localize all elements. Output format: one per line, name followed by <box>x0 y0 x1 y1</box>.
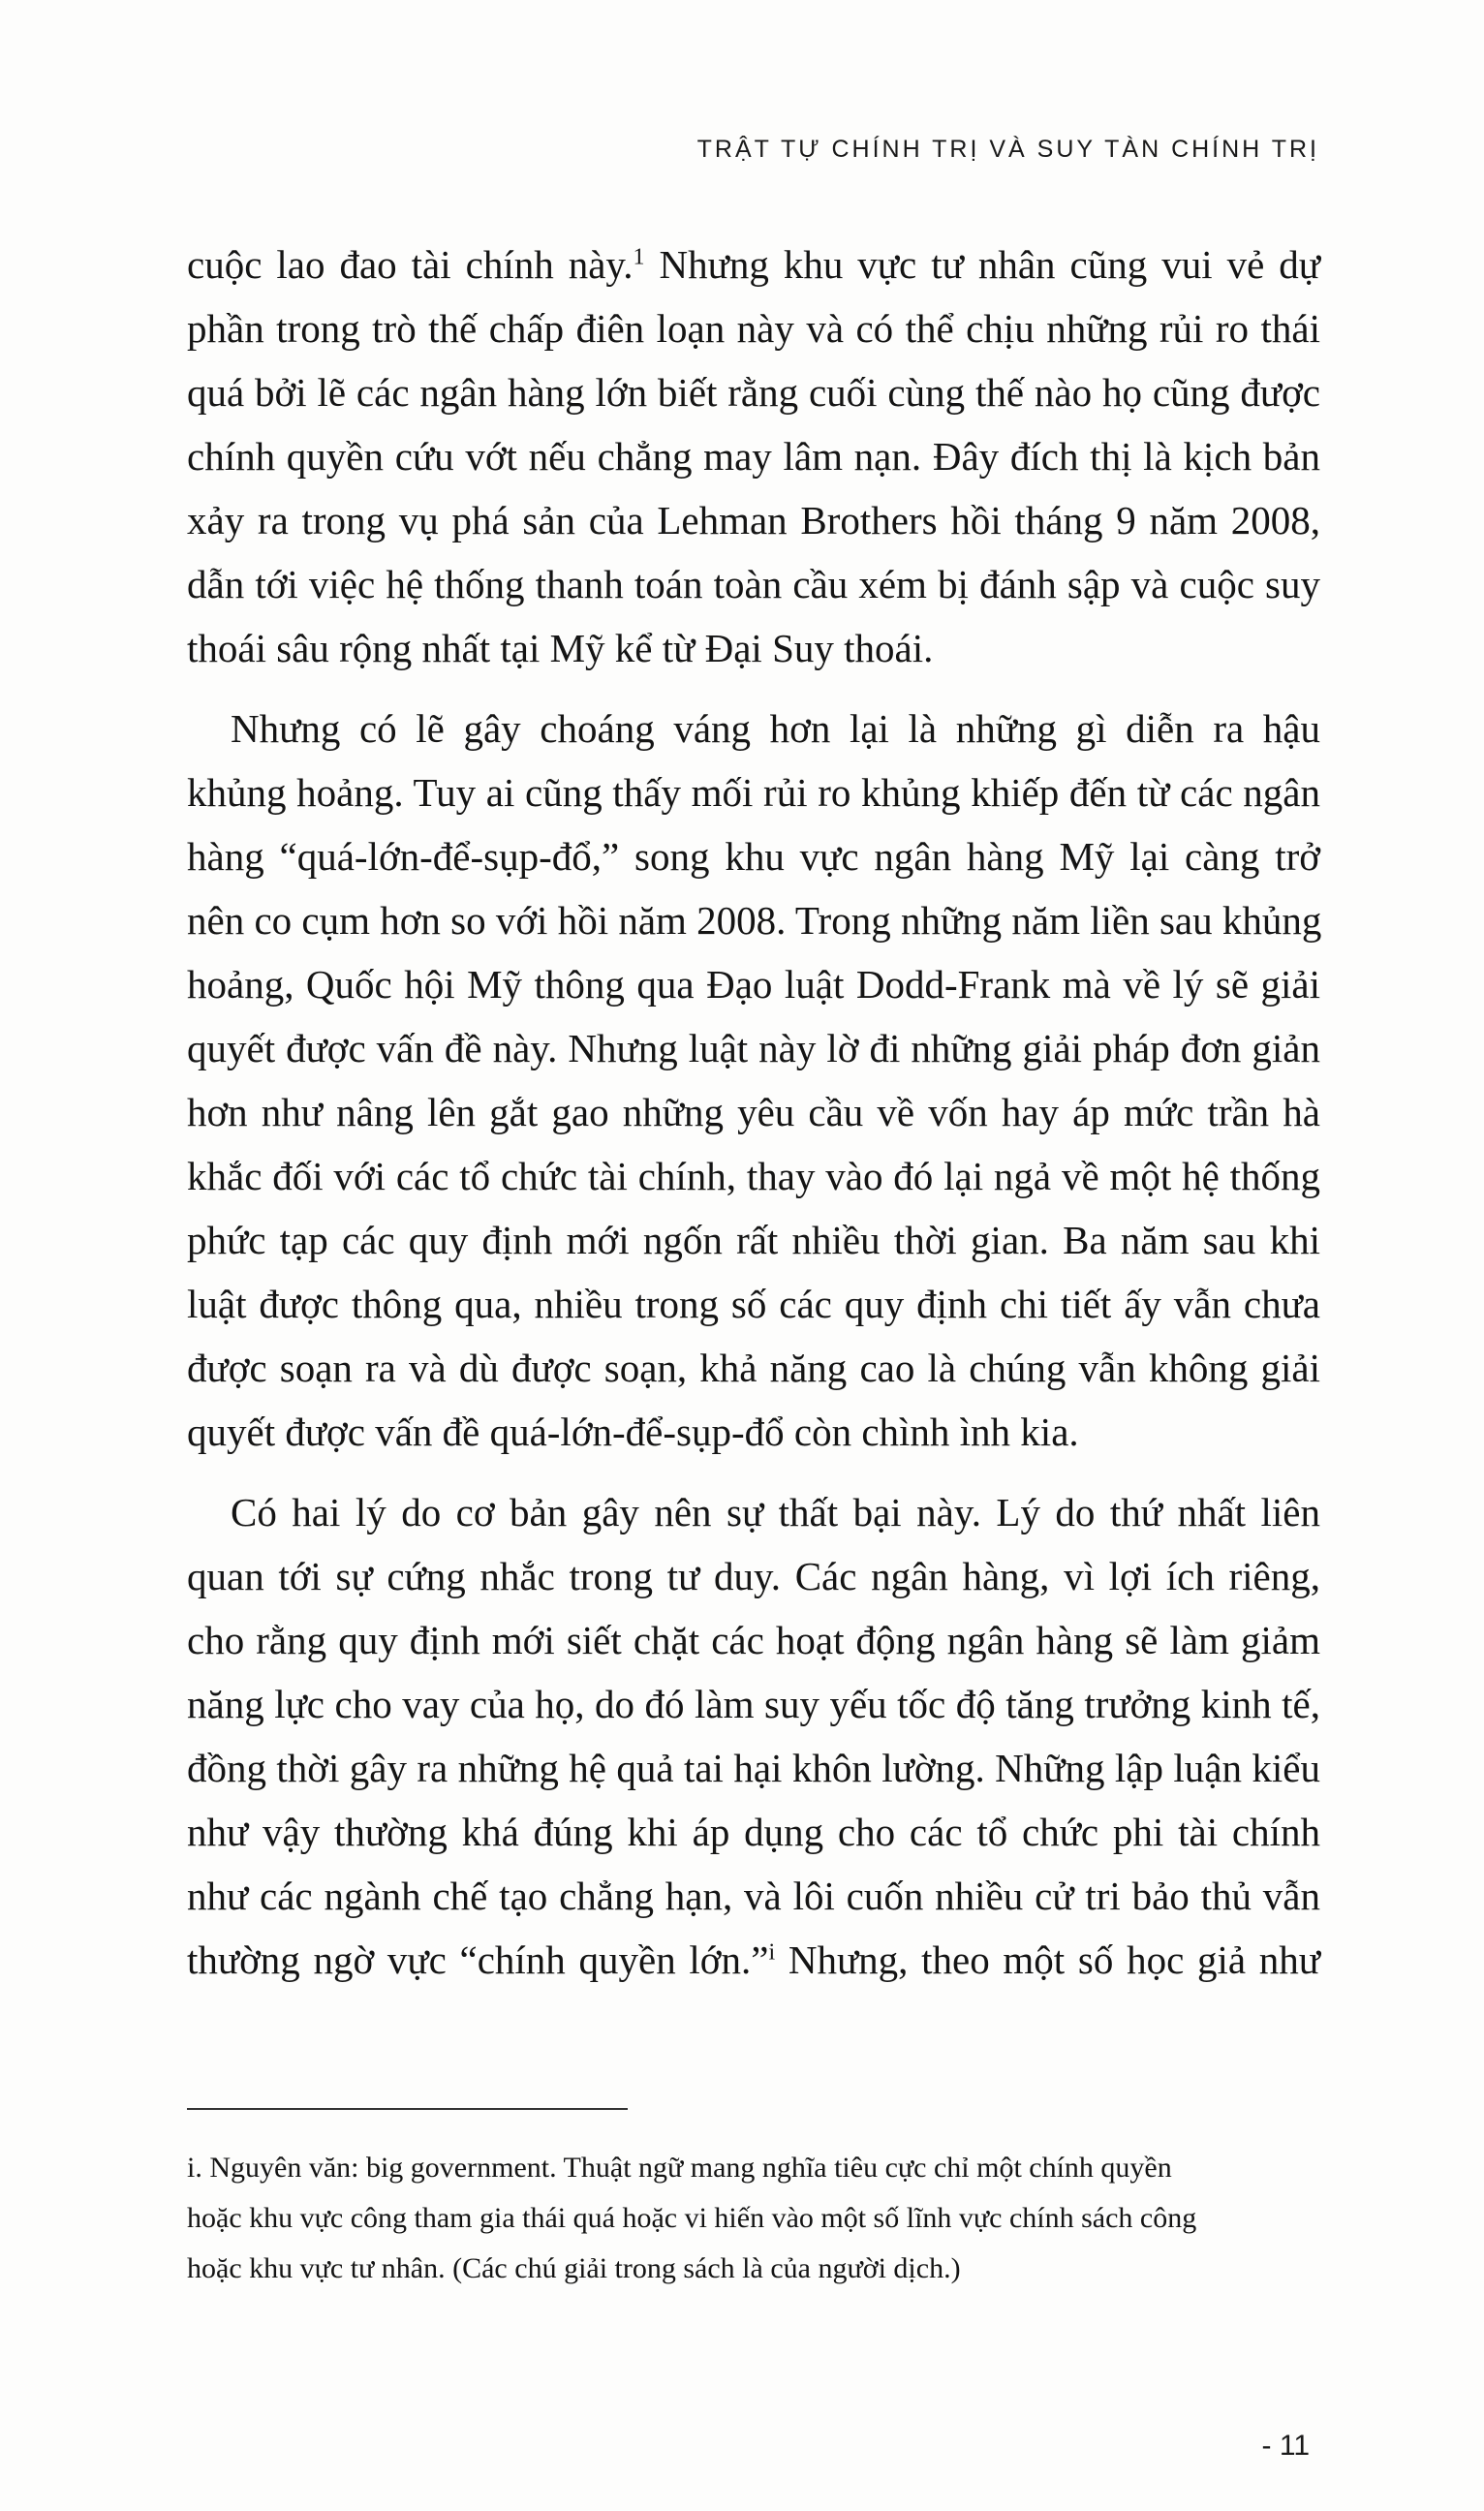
text-line-part: Nhưng khu vực tư nhân cũng vui vẻ dự <box>644 242 1320 287</box>
text-line-part: cuộc lao đao tài chính này. <box>187 242 634 287</box>
text-line: năng lực cho vay của họ, do đó làm suy yếu tốc độ tăng trưởng kinh tế, <box>187 1682 1320 1726</box>
paragraph-3 <box>187 1480 1320 1992</box>
text-line: nên co cụm hơn so với hồi năm 2008. Trong những năm liền sau khủng <box>187 898 1322 943</box>
footnote-line: hoặc khu vực tư nhân. (Các chú giải trong sách là của người dịch.) <box>187 2252 961 2284</box>
text-line: được soạn ra và dù được soạn, khả năng cao là chúng vẫn không giải <box>187 1346 1320 1390</box>
note-reference-i: i <box>768 1939 776 1966</box>
text-line: hoảng, Quốc hội Mỹ thông qua Đạo luật Dodd-Frank mà về lý sẽ giải <box>187 962 1320 1007</box>
text-line: cho rằng quy định mới siết chặt các hoạt động ngân hàng sẽ làm giảm <box>187 1618 1320 1662</box>
text-line: Có hai lý do cơ bản gây nên sự thất bại này. Lý do thứ nhất liên <box>231 1490 1320 1534</box>
paragraph-1 <box>187 232 1320 680</box>
text-line: dẫn tới việc hệ thống thanh toán toàn cầu xém bị đánh sập và cuộc suy <box>187 562 1320 606</box>
text-line: hàng “quá-lớn-để-sụp-đổ,” song khu vực ngân hàng Mỹ lại càng trở <box>187 834 1320 879</box>
text-line: thoái sâu rộng nhất tại Mỹ kể từ Đại Suy thoái. <box>187 626 934 670</box>
running-head: TRẬT TỰ CHÍNH TRỊ VÀ SUY TÀN CHÍNH TRỊ <box>696 136 1319 163</box>
text-line: như các ngành chế tạo chẳng hạn, và lôi cuốn nhiều cử tri bảo thủ vẫn <box>187 1874 1320 1918</box>
text-line: xảy ra trong vụ phá sản của Lehman Brothers hồi tháng 9 năm 2008, <box>187 498 1320 542</box>
text-line: luật được thông qua, nhiều trong số các quy định chi tiết ấy vẫn chưa <box>187 1282 1320 1326</box>
text-line: phần trong trò thế chấp điên loạn này và có thể chịu những rủi ro thái <box>187 306 1320 351</box>
text-line: khắc đối với các tổ chức tài chính, thay vào đó lại ngả về một hệ thống <box>187 1154 1320 1198</box>
text-line: phức tạp các quy định mới ngốn rất nhiều thời gian. Ba năm sau khi <box>187 1218 1320 1262</box>
text-line: Nhưng có lẽ gây choáng váng hơn lại là những gì diễn ra hậu <box>231 706 1320 751</box>
text-line-part: thường ngờ vực “chính quyền lớn.” <box>187 1938 769 1982</box>
text-line-part: Nhưng, theo một số học giả như <box>775 1938 1320 1982</box>
text-line: hơn như nâng lên gắt gao những yêu cầu về vốn hay áp mức trần hà <box>187 1090 1320 1134</box>
body-text <box>187 232 1320 1992</box>
text-line <box>187 232 1320 296</box>
text-line: quá bởi lẽ các ngân hàng lớn biết rằng cuối cùng thế nào họ cũng được <box>187 370 1320 415</box>
text-line: quyết được vấn đề quá-lớn-để-sụp-đổ còn chình ình kia. <box>187 1410 1079 1454</box>
text-line: chính quyền cứu vớt nếu chẳng may lâm nạn. Đây đích thị là kịch bản <box>187 434 1320 479</box>
footnotes <box>187 2143 1320 2294</box>
footnote-line: i. Nguyên văn: big government. Thuật ngữ mang nghĩa tiêu cực chỉ một chính quyền <box>187 2152 1172 2184</box>
footnote-i <box>187 2143 1320 2294</box>
text-line: đồng thời gây ra những hệ quả tai hại khôn lường. Những lập luận kiểu <box>187 1746 1320 1790</box>
paragraph-2 <box>187 697 1320 1464</box>
note-reference-1: 1 <box>633 244 645 270</box>
text-line: khủng hoảng. Tuy ai cũng thấy mối rủi ro khủng khiếp đến từ các ngân <box>187 770 1320 815</box>
text-line: như vậy thường khá đúng khi áp dụng cho các tổ chức phi tài chính <box>187 1810 1320 1854</box>
text-line: quan tới sự cứng nhắc trong tư duy. Các ngân hàng, vì lợi ích riêng, <box>187 1554 1320 1598</box>
footnote-line: hoặc khu vực công tham gia thái quá hoặc vi hiến vào một số lĩnh vực chính sách công <box>187 2202 1197 2234</box>
page-number: - 11 <box>1261 2430 1310 2462</box>
text-line <box>187 1928 1320 1992</box>
text-line: quyết được vấn đề này. Nhưng luật này lờ đi những giải pháp đơn giản <box>187 1026 1320 1070</box>
footnote-divider <box>187 2108 628 2110</box>
